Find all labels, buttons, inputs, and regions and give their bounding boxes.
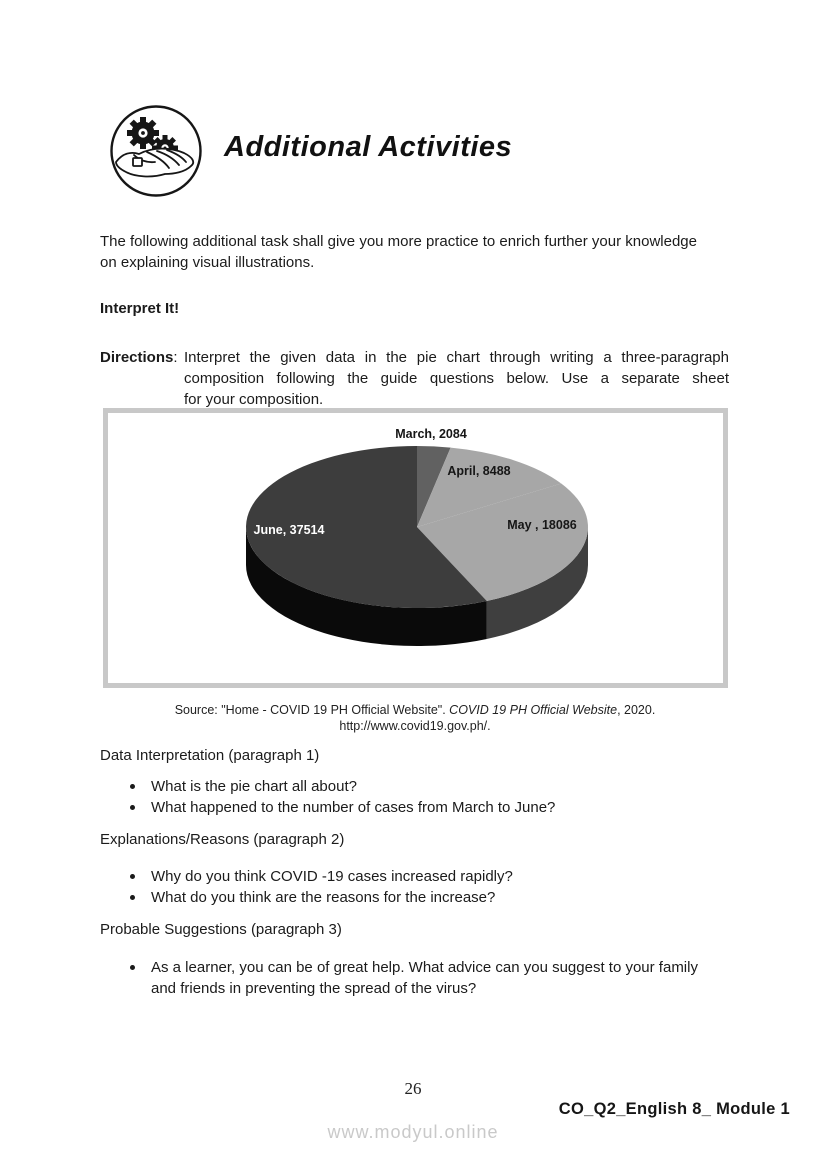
pie-label-march: March, 2084 <box>395 427 467 441</box>
bullet-list-2 <box>128 866 748 908</box>
module-code-label: CO_Q2_English 8_ Module 1 <box>558 1100 790 1118</box>
list-item: What happened to the number of cases from March to June? <box>128 797 748 818</box>
list-item: What do you think are the reasons for the increase? <box>128 887 748 908</box>
directions-line-2: composition following the guide questions below. Use a separate sheet <box>184 370 729 387</box>
hand-gears-icon <box>108 103 204 199</box>
list-item: As a learner, you can be of great help. What advice can you suggest to your family and friends in preventing the spread of the virus? <box>128 957 748 999</box>
pie-label-april: April, 8488 <box>447 464 511 478</box>
pie-chart-figure <box>103 408 728 688</box>
bullet-list-1 <box>128 776 748 818</box>
directions-label: Directions: <box>100 349 178 366</box>
intro-line-1: The following additional task shall give you more practice to enrich further your knowledge <box>100 233 697 250</box>
section-title-data-interpretation: Data Interpretation (paragraph 1) <box>100 747 320 764</box>
list-item: Why do you think COVID -19 cases increased rapidly? <box>128 866 748 887</box>
section-title-probable-suggestions: Probable Suggestions (paragraph 3) <box>100 921 342 938</box>
pie-label-may: May , 18086 <box>507 518 577 532</box>
activity-heading: Interpret It! <box>100 300 180 317</box>
page-number: 26 <box>404 1079 422 1098</box>
source-line-1: Source: "Home - COVID 19 PH Official Website". COVID 19 PH Official Website, 2020. <box>174 703 656 717</box>
directions-line-3: for your composition. <box>184 391 324 408</box>
section-title-explanations: Explanations/Reasons (paragraph 2) <box>100 831 345 848</box>
directions-block <box>100 347 732 410</box>
pie-chart-canvas <box>108 413 723 683</box>
directions-line-1: Interpret the given data in the pie chart through writing a three-paragraph <box>184 349 729 366</box>
list-item: What is the pie chart all about? <box>128 776 748 797</box>
intro-line-2: on explaining visual illustrations. <box>100 254 315 271</box>
pie-label-june: June, 37514 <box>253 523 325 537</box>
page-title: Additional Activities <box>224 131 513 163</box>
directions-text <box>184 347 729 410</box>
source-citation <box>98 702 732 734</box>
source-url: http://www.covid19.gov.ph/. <box>339 719 491 733</box>
intro-paragraph <box>100 231 740 273</box>
watermark-text: www.modyul.online <box>327 1122 499 1142</box>
bullet-list-3 <box>128 957 748 999</box>
